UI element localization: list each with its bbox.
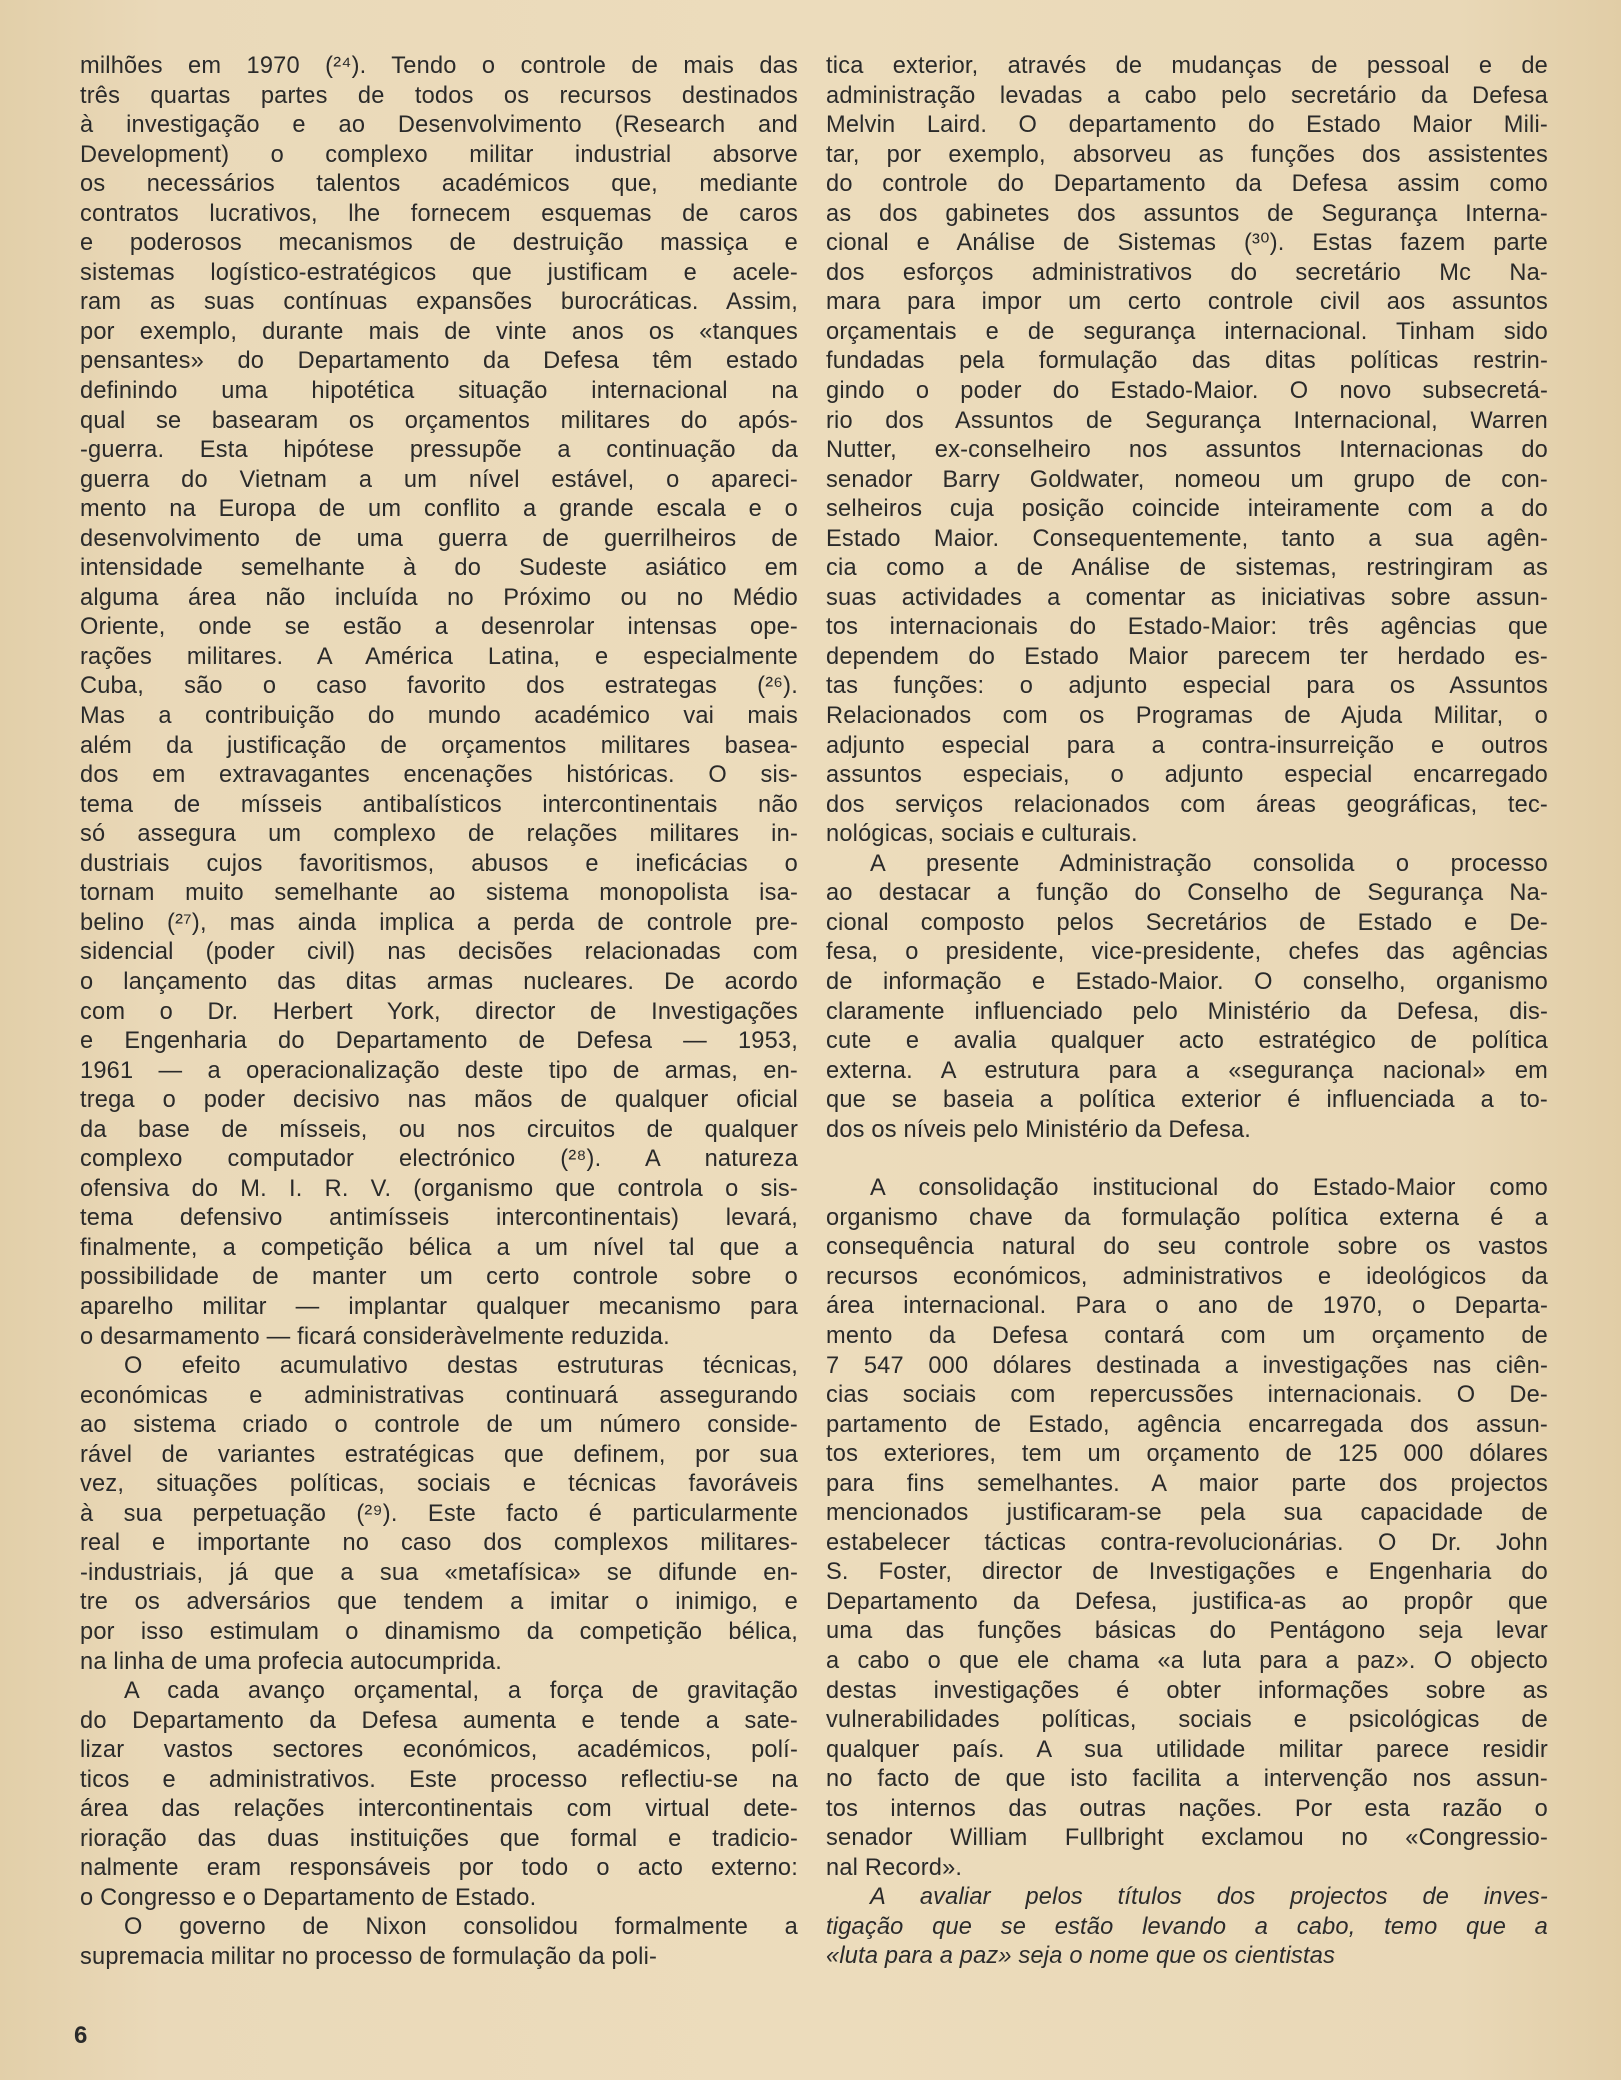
text-line: por isso estimulam o dinamismo da competição bélica, [80, 1618, 798, 1645]
text-line: cute e avalia qualquer acto estratégico de política [826, 1028, 1548, 1055]
text-line: cia como a de Análise de sistemas, restringiram as [826, 555, 1548, 582]
text-line: as dos gabinetes dos assuntos de Segurança Interna- [826, 200, 1548, 227]
text-line: mara para impor um certo controle civil aos assuntos [826, 289, 1548, 316]
text-line: claramente influenciado pelo Ministério da Defesa, dis- [826, 998, 1548, 1025]
text-line: por exemplo, durante mais de vinte anos os «tanques [80, 318, 798, 345]
text-line: tre os adversários que tendem a imitar o inimigo, e [80, 1589, 798, 1616]
text-line: rio dos Assuntos de Segurança Internacional, Warren [826, 407, 1548, 434]
text-line: cional composto pelos Secretários de Estado e De- [826, 909, 1548, 936]
text-line: S. Foster, director de Investigações e Engenharia do [826, 1559, 1548, 1586]
text-line: vez, situações políticas, sociais e técnicas favoráveis [80, 1471, 798, 1498]
text-line: uma das funções básicas do Pentágono seja levar [826, 1618, 1548, 1645]
text-line: nalmente eram responsáveis por todo o acto externo: [80, 1855, 798, 1882]
text-line: senador William Fullbright exclamou no «Congressio- [826, 1825, 1548, 1852]
text-line: finalmente, a competição bélica a um nível tal que a [80, 1234, 798, 1261]
text-line: três quartas partes de todos os recursos destinados [80, 82, 798, 109]
text-line: cias sociais com repercussões internacionais. O De- [826, 1382, 1548, 1409]
text-line: O governo de Nixon consolidou formalmente a [124, 1914, 798, 1941]
text-line: Mas a contribuição do mundo académico vai mais [80, 703, 798, 730]
text-line: tornam muito semelhante ao sistema monopolista isa- [80, 880, 798, 907]
text-line: ram as suas contínuas expansões burocráticas. Assim, [80, 289, 798, 316]
text-line: para fins semelhantes. A maior parte dos projectos [826, 1470, 1548, 1497]
text-line: lizar vastos sectores económicos, académicos, polí- [80, 1737, 798, 1764]
text-line: na linha de uma profecia autocumprida. [80, 1648, 503, 1675]
text-line: à sua perpetuação (²⁹). Este facto é particularmente [80, 1500, 798, 1527]
text-line: destas investigações é obter informações sobre as [826, 1677, 1548, 1704]
text-line: organismo chave da formulação política externa é a [826, 1204, 1548, 1231]
text-line: adjunto especial para a contra-insurreição e outros [826, 732, 1548, 759]
text-line: área internacional. Para o ano de 1970, o Departa- [826, 1293, 1548, 1320]
text-line: A presente Administração consolida o processo [870, 850, 1548, 877]
text-line: tas funções: o adjunto especial para os Assuntos [826, 673, 1548, 700]
text-line: a cabo o que ele chama «a luta para a paz». O objecto [826, 1647, 1548, 1674]
text-line: tos internacionais do Estado-Maior: três agências que [826, 614, 1548, 641]
text-line: administração levadas a cabo pelo secretário da Defesa [826, 82, 1548, 109]
text-line: recursos económicos, administrativos e ideológicos da [826, 1263, 1548, 1290]
text-line: tica exterior, através de mudanças de pessoal e de [826, 53, 1548, 79]
text-line: aparelho militar — implantar qualquer mecanismo para [80, 1293, 798, 1320]
text-line: gindo o poder do Estado-Maior. O novo subsecretá- [826, 378, 1548, 405]
text-line: Melvin Laird. O departamento do Estado Maior Mili- [826, 112, 1548, 139]
text-line: senador Barry Goldwater, nomeou um grupo de con- [826, 466, 1548, 493]
text-line: fesa, o presidente, vice-presidente, chefes das agências [826, 939, 1548, 966]
text-line: consequência natural do seu controle sobre os vastos [826, 1234, 1548, 1261]
text-line: no facto de que isto facilita a intervenção nos assun- [826, 1766, 1548, 1793]
text-line: -guerra. Esta hipótese pressupõe a continuação da [80, 437, 798, 464]
text-line: rável de variantes estratégicas que definem, por sua [80, 1441, 798, 1468]
text-line: Development) o complexo militar industrial absorve [80, 141, 798, 168]
text-line: externa. A estrutura para a «segurança nacional» em [826, 1057, 1548, 1084]
text-line: partamento de Estado, agência encarregada dos assun- [826, 1411, 1548, 1438]
text-line: ao sistema criado o controle de um número conside- [80, 1412, 798, 1439]
text-line: de informação e Estado-Maior. O conselho, organismo [826, 968, 1548, 995]
text-line: possibilidade de manter um certo controle sobre o [80, 1264, 798, 1291]
text-line: Cuba, são o caso favorito dos estrategas (²⁶). [80, 673, 798, 700]
text-line: dos os níveis pelo Ministério da Defesa. [826, 1116, 1252, 1143]
text-line: qual se basearam os orçamentos militares do após- [80, 407, 798, 434]
text-line: mencionados justificaram-se pela sua capacidade de [826, 1500, 1548, 1527]
text-line: O efeito acumulativo destas estruturas técnicas, [124, 1353, 798, 1380]
text-line: real e importante no caso dos complexos militares- [80, 1530, 798, 1557]
text-line: trega o poder decisivo nas mãos de qualquer oficial [80, 1087, 798, 1114]
text-line: guerra do Vietnam a um nível estável, o apareci- [80, 466, 798, 493]
text-line: dependem do Estado Maior parecem ter herdado es- [826, 643, 1548, 670]
text-line: sidencial (poder civil) nas decisões relacionadas com [80, 939, 798, 966]
text-line: A cada avanço orçamental, a força de gravitação [124, 1678, 798, 1705]
text-line: tema de mísseis antibalísticos intercontinentais não [80, 791, 798, 818]
text-line: Estado Maior. Consequentemente, tanto a sua agên- [826, 525, 1548, 552]
text-line: intensidade semelhante à do Sudeste asiático em [80, 555, 798, 582]
text-line: os necessários talentos académicos que, mediante [80, 171, 798, 198]
text-line: que se baseia a política exterior é influenciada a to- [826, 1087, 1548, 1114]
text-line: mento na Europa de um conflito a grande escala e o [80, 496, 798, 523]
text-line: qualquer país. A sua utilidade militar parece residir [826, 1736, 1548, 1763]
text-line: com o Dr. Herbert York, director de Investigações [80, 998, 798, 1025]
text-line: rioração das duas instituições que formal e tradicio- [80, 1825, 798, 1852]
right-text-column [826, 52, 1548, 1972]
text-line: alguma área não incluída no Próximo ou no Médio [80, 584, 798, 611]
text-line: ofensiva do M. I. R. V. (organismo que controla o sis- [80, 1175, 798, 1202]
text-line: rações militares. A América Latina, e especialmente [80, 643, 798, 670]
text-line: tar, por exemplo, absorveu as funções dos assistentes [826, 141, 1548, 168]
text-line: o desarmamento — ficará consideràvelmente reduzida. [80, 1323, 670, 1350]
text-line: selheiros cuja posição coincide inteiramente com a do [826, 496, 1548, 523]
text-line: estabelecer tácticas contra-revolucionárias. O Dr. John [826, 1529, 1548, 1556]
text-line: económicas e administrativas continuará assegurando [80, 1382, 798, 1409]
text-line: e poderosos mecanismos de destruição massiça e [80, 230, 798, 257]
text-line: do Departamento da Defesa aumenta e tende a sate- [80, 1707, 798, 1734]
text-line: supremacia militar no processo de formulação da poli- [80, 1944, 658, 1970]
text-line: assuntos especiais, o adjunto especial encarregado [826, 762, 1548, 789]
text-line: o lançamento das ditas armas nucleares. De acordo [80, 968, 798, 995]
text-line: tos exteriores, tem um orçamento de 125 000 dólares [826, 1441, 1548, 1468]
text-line: orçamentais e de segurança internacional. Tinham sido [826, 318, 1548, 345]
text-line: Oriente, onde se estão a desenrolar intensas ope- [80, 614, 798, 641]
text-line: complexo computador electrónico (²⁸). A natureza [80, 1146, 798, 1173]
text-line: tigação que se estão levando a cabo, temo que a [826, 1913, 1548, 1940]
text-line: desenvolvimento de uma guerra de guerrilheiros de [80, 525, 798, 552]
text-line: cional e Análise de Sistemas (³⁰). Estas fazem parte [826, 230, 1548, 257]
text-line: da base de mísseis, ou nos circuitos de qualquer [80, 1116, 798, 1143]
text-line: belino (²⁷), mas ainda implica a perda de controle pre- [80, 909, 798, 936]
text-line: fundadas pela formulação das ditas políticas restrin- [826, 348, 1548, 375]
text-line: área das relações intercontinentais com virtual dete- [80, 1796, 798, 1823]
text-line: sistemas logístico-estratégicos que justificam e acele- [80, 259, 798, 286]
text-line: Relacionados com os Programas de Ajuda Militar, o [826, 703, 1548, 730]
text-line: milhões em 1970 (²⁴). Tendo o controle de mais das [80, 53, 798, 79]
text-line: além da justificação de orçamentos militares basea- [80, 732, 798, 759]
page-number: 6 [74, 2022, 88, 2049]
text-line: Departamento da Defesa, justifica-as ao propôr que [826, 1588, 1548, 1615]
text-line: tos internos das outras nações. Por esta razão o [826, 1795, 1548, 1822]
text-line: 7 547 000 dólares destinada a investigações nas ciên- [826, 1352, 1548, 1379]
text-line: só assegura um complexo de relações militares in- [80, 821, 798, 848]
text-line: «luta para a paz» seja o nome que os cientistas [826, 1943, 1336, 1970]
text-line: A consolidação institucional do Estado-Maior como [870, 1175, 1548, 1202]
text-line: o Congresso e o Departamento de Estado. [80, 1884, 537, 1911]
text-line: vulnerabilidades políticas, sociais e psicológicas de [826, 1707, 1548, 1734]
text-line: nológicas, sociais e culturais. [826, 821, 1138, 848]
text-line: dustriais cujos favoritismos, abusos e ineficácias o [80, 850, 798, 877]
text-line: suas actividades a comentar as iniciativas sobre assun- [826, 584, 1548, 611]
text-line: pensantes» do Departamento da Defesa têm estado [80, 348, 798, 375]
text-line: Nutter, ex-conselheiro nos assuntos Internacionas do [826, 437, 1548, 464]
text-line: A avaliar pelos títulos dos projectos de inves- [870, 1884, 1548, 1911]
left-text-column [80, 52, 798, 1973]
text-line: ticos e administrativos. Este processo reflectiu-se na [80, 1766, 798, 1793]
text-line: do controle do Departamento da Defesa assim como [826, 171, 1548, 198]
text-line: ao destacar a função do Conselho de Segurança Na- [826, 880, 1548, 907]
text-line: tema defensivo antimísseis intercontinentais) levará, [80, 1205, 798, 1232]
text-line: e Engenharia do Departamento de Defesa — 1953, [80, 1028, 798, 1055]
text-line: à investigação e ao Desenvolvimento (Research and [80, 112, 798, 139]
text-line: mento da Defesa contará com um orçamento de [826, 1322, 1548, 1349]
text-line: dos esforços administrativos do secretário Mc Na- [826, 259, 1548, 286]
text-line: definindo uma hipotética situação internacional na [80, 378, 798, 405]
text-line: dos em extravagantes encenações históricas. O sis- [80, 762, 798, 789]
text-line: contratos lucrativos, lhe fornecem esquemas de caros [80, 200, 798, 227]
text-line: -industriais, já que a sua «metafísica» se difunde en- [80, 1559, 798, 1586]
text-line: 1961 — a operacionalização deste tipo de armas, en- [80, 1057, 798, 1084]
text-line: dos serviços relacionados com áreas geográficas, tec- [826, 791, 1548, 818]
text-line: nal Record». [826, 1854, 963, 1881]
